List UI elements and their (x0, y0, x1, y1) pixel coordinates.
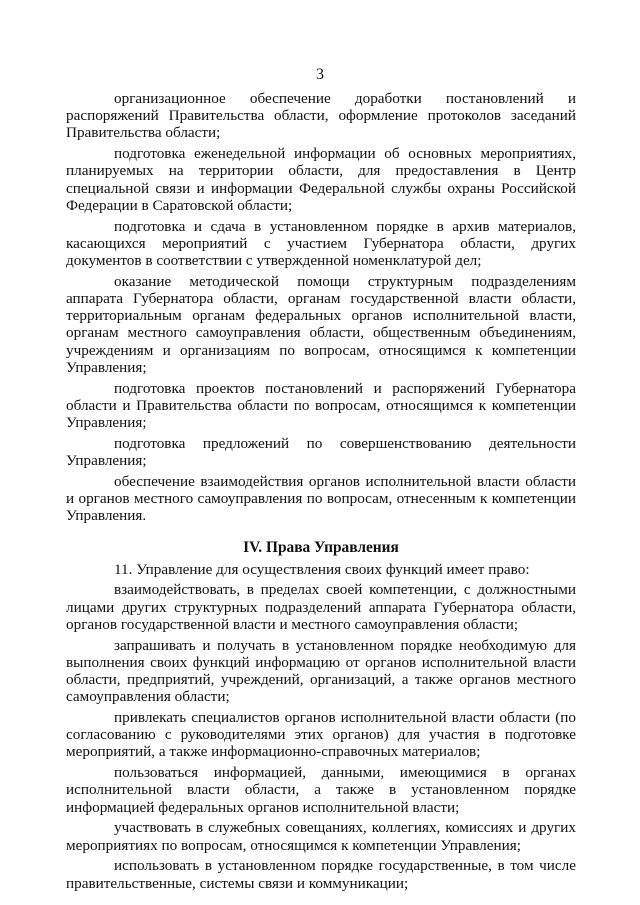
paragraph-finalization-support: организационное обеспечение доработки постановлений и распоряжений Правительства области, оформление протоколов заседаний Правительства области; (66, 90, 576, 142)
paragraph-right-interact: взаимодействовать, в пределах своей компетенции, с должностными лицами других структурных подразделений аппарата Губернатора области, органов государственной власти и местного самоуправления области; (66, 581, 576, 633)
document-body (66, 90, 576, 895)
paragraph-right-communications: использовать в установленном порядке государственные, в том числе правительственные, системы связи и коммуникации; (66, 857, 576, 892)
page-number: 3 (316, 66, 324, 83)
paragraph-right-participate: участвовать в служебных совещаниях, коллегиях, комиссиях и других мероприятиях по вопросам, относящимся к компетенции Управления; (66, 819, 576, 854)
paragraph-methodical-assistance: оказание методической помощи структурным подразделениям аппарата Губернатора области, органам государственной власти области, территориальным органам федеральных органов исполнительной власти, органам местного самоуправления области, общественным объединениям, учреждениям и организациям по вопросам, относящимся к компетенции Управления; (66, 272, 576, 376)
paragraph-improvement-proposals: подготовка предложений по совершенствованию деятельности Управления; (66, 434, 576, 470)
paragraph-weekly-information: подготовка еженедельной информации об основных мероприятиях, планируемых на территории области, для предоставления в Центр специальной связи и информации Федеральной службы охраны Российской Федерации в Саратовской области; (66, 145, 576, 214)
paragraph-draft-resolutions: подготовка проектов постановлений и распоряжений Губернатора области и Правительства области по вопросам, относящимся к компетенции Управления; (66, 379, 576, 432)
paragraph-right-use-information: пользоваться информацией, данными, имеющимися в органах исполнительной власти области, а также в установленном порядке информацией федеральных органов исполнительной власти; (66, 764, 576, 816)
paragraph-clause-11: 11. Управление для осуществления своих функций имеет право: (114, 560, 530, 578)
paragraph-archive-submission: подготовка и сдача в установленном порядке в архив материалов, касающихся мероприятий с участием Губернатора области, других документов в соответствии с утвержденной номенклатурой дел; (66, 217, 576, 270)
paragraph-interaction-support: обеспечение взаимодействия органов исполнительной власти области и органов местного самоуправления по вопросам, отнесенным к компетенции Управления. (66, 472, 576, 525)
paragraph-right-request-info: запрашивать и получать в установленном порядке необходимую для выполнения своих функций информацию от органов исполнительной власти области, предприятий, учреждений, организаций, а также органов местного самоуправления области; (66, 636, 576, 706)
paragraph-right-involve-specialists: привлекать специалистов органов исполнительной власти области (по согласованию с руководителями этих органов) для участия в подготовке мероприятий, а также информационно-справочных материалов; (66, 709, 576, 761)
section-heading-rights: IV. Права Управления (243, 539, 399, 557)
